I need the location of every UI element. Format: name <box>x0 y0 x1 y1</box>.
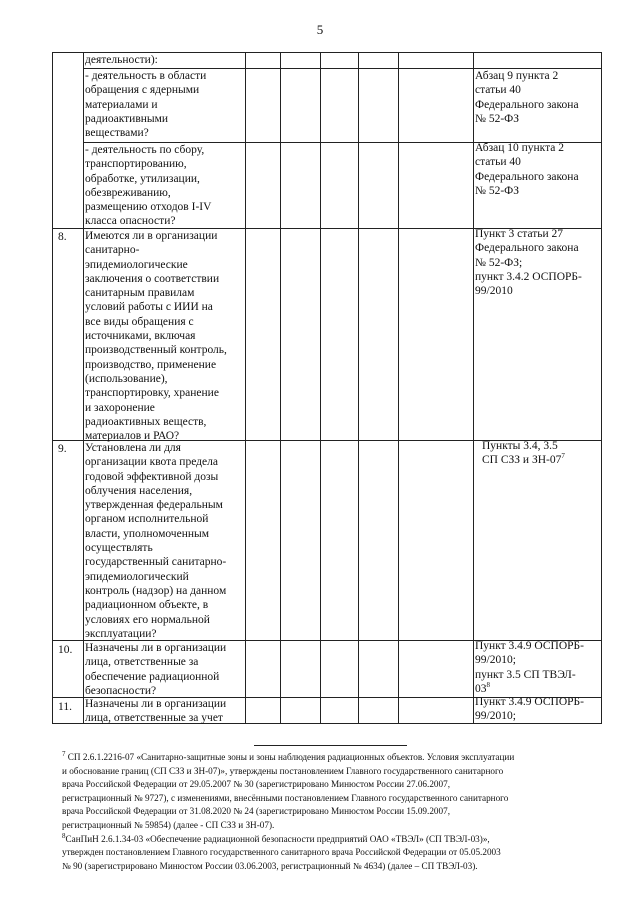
reference-cell: Пункт 3 статьи 27 Федерального закона № 52-ФЗ; пункт 3.4.2 ОСПОРБ- 99/2010 <box>475 228 582 298</box>
reference-cell: Абзац 9 пункта 2 статьи 40 Федерального закона № 52-ФЗ <box>475 70 579 125</box>
question-cell: Назначены ли в организации лица, ответственные за обеспечение радиационной безопасности? <box>85 642 227 697</box>
footnotes <box>62 751 602 873</box>
column-line <box>601 52 602 724</box>
footnote-8-line: $^8$СанПиН 2.6.1.34-03 «Обеспечение радиационной безопасности предприятий ОАО «ТВЭЛ» (СП ТВЭЛ-03)», <box>62 831 490 844</box>
reference-cell: Пункт 3.4.9 ОСПОРБ- 99/2010; <box>475 696 584 723</box>
question-cell: Назначены ли в организации лица, ответственные за учет <box>85 698 227 725</box>
column-line <box>320 52 321 724</box>
column-line <box>398 52 399 724</box>
row-number: 10. <box>58 644 73 656</box>
reference-cell: Абзац 10 пункта 2 статьи 40 Федерального закона № 52-ФЗ <box>475 142 579 197</box>
footnote-7-line: регистрационный № 9727), с изменениями, внесёнными постановлением Главного государственного санитарного <box>62 792 509 803</box>
footnote-7-line: врача Российской Федерации от 29.05.2007 № 30 (зарегистрировано Минюстом России 27.06.2007, <box>62 779 450 790</box>
footnote-separator <box>254 745 407 746</box>
footnote-7-line: регистрационный № 59854) (далее - СП СЗЗ и ЗН-07). <box>62 819 275 830</box>
column-line <box>52 52 53 724</box>
question-cell: - деятельность в области обращения с ядерными материалами и радиоактивными веществами? <box>85 70 207 140</box>
column-line <box>280 52 281 724</box>
row-number: 8. <box>58 231 67 243</box>
question-cell: деятельности): <box>85 54 158 66</box>
row-number: 9. <box>58 443 67 455</box>
reference-cell: Пункты 3.4, 3.5 СП СЗЗ и $ЗН-07^7$ <box>482 440 565 467</box>
question-cell: - деятельность по сбору, транспортированию, обработке, утилизации, обезвреживанию, размещению отходов I-IV класса опасности? <box>85 144 212 228</box>
column-line <box>473 52 474 724</box>
footnote-ref-7: 7 <box>561 452 565 461</box>
reference-cell: Пункт 3.4.9 ОСПОРБ- 99/2010; пункт 3.5 СП ТВЭЛ- $03^8$ <box>475 640 584 695</box>
column-line <box>245 52 246 724</box>
footnote-7-line: $^7$ СП 2.6.1.2216-07 «Санитарно-защитные зоны и зоны наблюдения радиационных объектов. Условия эксплуатации <box>62 749 515 762</box>
footnote-8-line: № 90 (зарегистрировано Минюстом России 03.06.2003, регистрационный № 4634) (далее – СП ТВЭЛ-03). <box>62 860 478 871</box>
footnote-7-line: врача Российской Федерации от 31.08.2020 № 24 (зарегистрировано Минюстом России 15.09.2007, <box>62 806 450 817</box>
page-number: 5 <box>316 22 324 37</box>
row-number: 11. <box>58 701 72 713</box>
footnote-7-line: и обоснование границ (СП СЗЗ и ЗН-07)», утверждены постановлением Главного государственного санитарного <box>62 765 504 776</box>
column-line <box>83 52 84 724</box>
footnote-8-line: утвержден постановлением Главного государственного санитарного врача Российской Федерации от 05.05.2003 <box>62 847 501 858</box>
checklist-table <box>52 52 602 724</box>
footnote-ref-8: 8 <box>486 681 490 690</box>
question-cell: Установлена ли для организации квота предела годовой эффективной дозы облучения населения, утвержденная федеральным органом исполнительной власти, уполномоченным осуществлять государственный санитарно- эпидемиологический контроль (надзор) на данном радиационном объекте, в условиях его нормальной эксплуатации? <box>85 442 227 640</box>
question-cell: Имеются ли в организации санитарно- эпидемиологические заключения о соответствии санитарным правилам условий работы с ИИИ на все виды обращения с источниками, включая производственный контроль, производство, применение (использование), транспортировку, хранение и захоронение радиоактивных веществ, материалов и РАО? <box>85 230 227 443</box>
column-line <box>358 52 359 724</box>
